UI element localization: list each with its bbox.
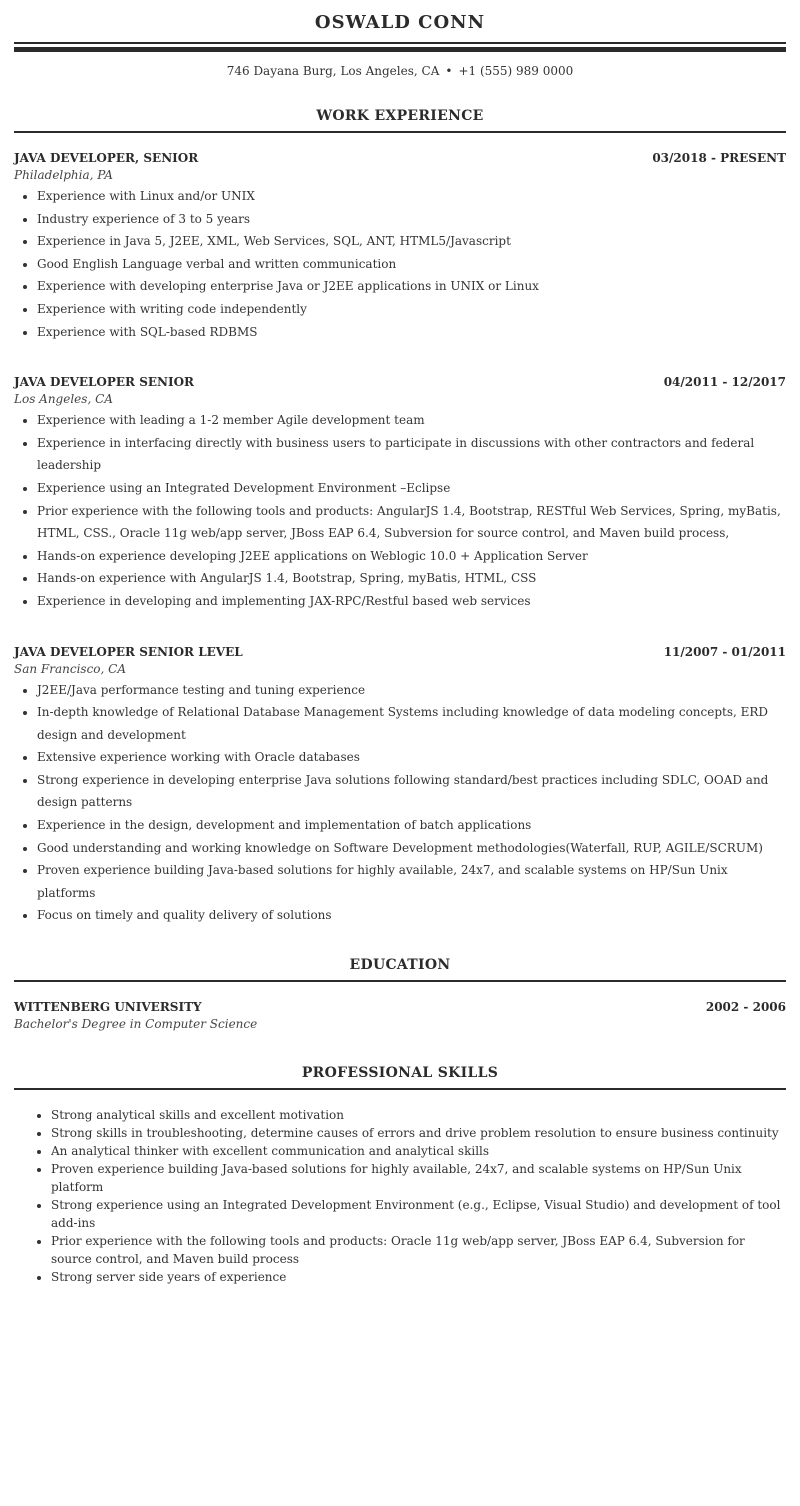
list-item: • Experience with SQL-based RDBMS: [37, 321, 786, 344]
job-location: San Francisco, CA: [14, 661, 127, 676]
list-item: • Experience in Java 5, J2EE, XML, Web Services, SQL, ANT, HTML5/Javascript: [37, 230, 786, 253]
degree: Bachelor's Degree in Computer Science: [14, 1017, 258, 1032]
list-item: • In-depth knowledge of Relational Database Management Systems including knowledge of data modeling concepts, ERD design and development: [37, 701, 786, 746]
list-item: • Hands-on experience with AngularJS 1.4, Bootstrap, Spring, myBatis, HTML, CSS: [37, 567, 786, 590]
candidate-name: OSWALD CONN: [314, 12, 486, 33]
list-item: • Prior experience with the following tools and products: AngularJS 1.4, Bootstrap, RESTful Web Services, Spring, myBatis, HTML, CSS., Oracle 11g web/app server, JBoss EAP 6.4, Subversion for source control, and Maven build process,: [37, 500, 786, 545]
job-dates: 04/2011 - 12/2017: [663, 375, 786, 390]
job-header: [14, 374, 786, 390]
job-header: [14, 150, 786, 166]
list-item: • Strong analytical skills and excellent motivation: [51, 1106, 786, 1124]
list-item: • Good understanding and working knowledge on Software Development methodologies(Waterfall, RUP, AGILE/SCRUM): [37, 837, 786, 860]
section-title-education: EDUCATION: [14, 957, 786, 982]
list-item: • Extensive experience working with Oracle databases: [37, 746, 786, 769]
list-item: • Strong experience using an Integrated Development Environment (e.g., Eclipse, Visual Studio) and development of tool add-ins: [51, 1196, 786, 1232]
list-item: • Experience with Linux and/or UNIX: [37, 185, 786, 208]
education-header: [14, 999, 786, 1015]
job-dates: 11/2007 - 01/2011: [663, 644, 786, 659]
list-item: • Hands-on experience developing J2EE applications on Weblogic 10.0 + Application Server: [37, 545, 786, 568]
list-item: • Experience in developing and implementing JAX-RPC/Restful based web services: [37, 590, 786, 613]
list-item: • Good English Language verbal and written communication: [37, 253, 786, 276]
job-location: Los Angeles, CA: [14, 392, 113, 407]
list-item: • Strong server side years of experience: [51, 1268, 786, 1286]
section-title-work-experience: WORK EXPERIENCE: [14, 108, 786, 133]
list-item: • Experience using an Integrated Development Environment –Eclipse: [37, 477, 786, 500]
school-name: WITTENBERG UNIVERSITY: [14, 1000, 202, 1015]
job-duties-list: [14, 185, 786, 343]
list-item: • Proven experience building Java-based solutions for highly available, 24x7, and scalable systems on HP/Sun Unix platform: [51, 1160, 786, 1196]
contact-separator: •: [445, 64, 453, 78]
phone: +1 (555) 989 0000: [458, 64, 574, 78]
education-years: 2002 - 2006: [705, 1000, 786, 1015]
section-title-professional-skills: PROFESSIONAL SKILLS: [14, 1065, 786, 1090]
list-item: • Focus on timely and quality delivery of solutions: [37, 904, 786, 927]
skills-list: [14, 1106, 786, 1286]
list-item: • Experience in interfacing directly with business users to participate in discussions with other contractors and federal leadership: [37, 432, 786, 477]
job-location: Philadelphia, PA: [14, 168, 113, 182]
job-header: [14, 644, 786, 660]
header-divider: [14, 42, 786, 52]
job-entry: [14, 374, 786, 612]
job-duties-list: [14, 679, 786, 928]
list-item: • Strong skills in troubleshooting, determine causes of errors and drive problem resolution to ensure business continuity: [51, 1124, 786, 1142]
job-duties-list: [14, 409, 786, 612]
list-item: • J2EE/Java performance testing and tuning experience: [37, 679, 786, 702]
list-item: • Industry experience of 3 to 5 years: [37, 208, 786, 231]
job-title: JAVA DEVELOPER SENIOR LEVEL: [14, 644, 243, 659]
job-dates: 03/2018 - PRESENT: [652, 151, 786, 165]
list-item: • Experience with leading a 1-2 member Agile development team: [37, 409, 786, 432]
job-entry: [14, 644, 786, 928]
list-item: • Strong experience in developing enterprise Java solutions following standard/best practices including SDLC, OOAD and design patterns: [37, 769, 786, 814]
job-title: JAVA DEVELOPER, SENIOR: [14, 151, 199, 165]
list-item: • Experience in the design, development and implementation of batch applications: [37, 814, 786, 837]
education-entry: [14, 999, 786, 1034]
list-item: • Experience with writing code independently: [37, 298, 786, 321]
list-item: • Experience with developing enterprise Java or J2EE applications in UNIX or Linux: [37, 275, 786, 298]
list-item: • Prior experience with the following tools and products: Oracle 11g web/app server, JBoss EAP 6.4, Subversion for source control, and Maven build process: [51, 1232, 786, 1268]
list-item: • An analytical thinker with excellent communication and analytical skills: [51, 1142, 786, 1160]
list-item: • Proven experience building Java-based solutions for highly available, 24x7, and scalable systems on HP/Sun Unix platforms: [37, 859, 786, 904]
job-entry: [14, 150, 786, 343]
contact-line: [14, 64, 786, 78]
address: 746 Dayana Burg, Los Angeles, CA: [226, 64, 440, 78]
job-title: JAVA DEVELOPER SENIOR: [14, 375, 195, 390]
